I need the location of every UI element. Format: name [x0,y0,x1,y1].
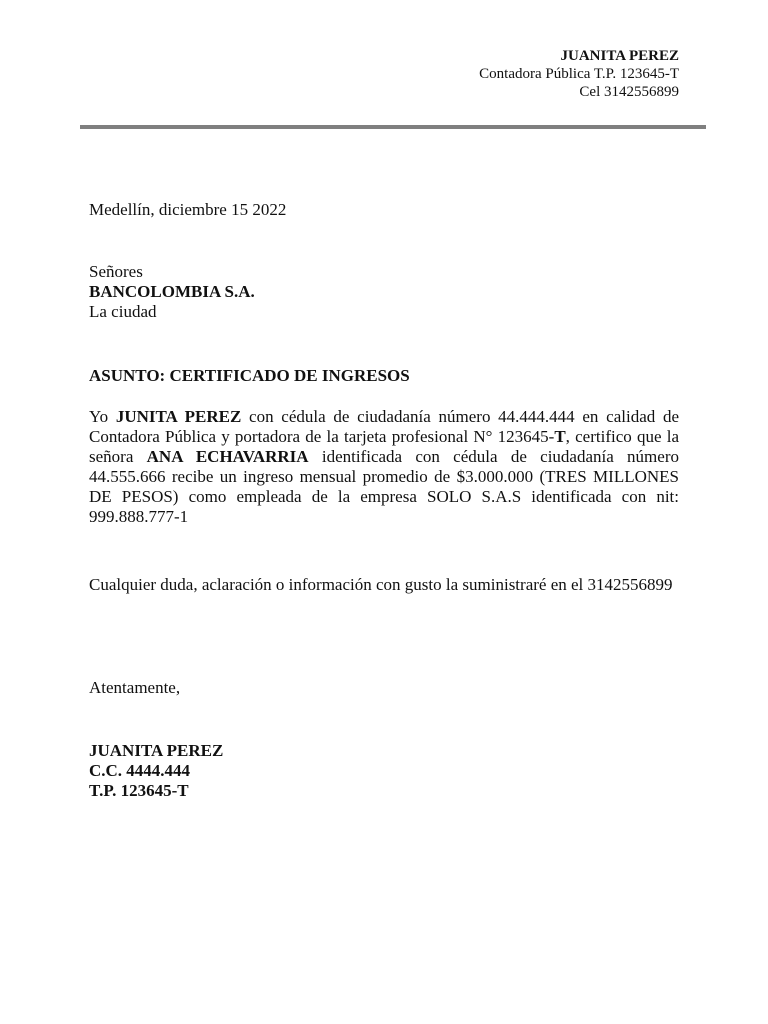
recipient-city: La ciudad [89,302,157,321]
recipient-company: BANCOLOMBIA S.A. [89,282,255,301]
para1-tp-suffix: T [554,427,566,446]
para1-text-1: Yo [89,407,116,426]
subject-line: ASUNTO: CERTIFICADO DE INGRESOS [89,366,410,385]
recipient-salutation: Señores [89,262,143,281]
para1-employee-name: ANA ECHAVARRIA [146,447,309,466]
closing-line: Atentamente, [89,678,181,697]
letterhead-name: JUANITA PEREZ [560,48,679,64]
date-line: Medellín, diciembre 15 2022 [89,200,287,219]
para1-certifier-name: JUNITA PEREZ [115,407,242,426]
para1-text-4: identificada con cédula de ciudadanía número 44.555.666 recibe un ingreso mensual promedio de $3.000.000 (TRES MILLONES DE PESOS) como empleada de la empresa SOLO S.A.S identificada con nit: 999.888.777-1 [89,447,679,526]
signature-name: JUANITA PEREZ [89,741,224,760]
letterhead-title: Contadora Pública T.P. 123645-T [479,66,679,82]
signature-block [89,741,679,801]
letterhead [479,47,679,101]
recipient-block [89,262,679,322]
para1-text-3: , certifico que la señora [89,427,679,466]
letterhead-phone: Cel 3142556899 [579,84,679,100]
certification-paragraph [89,407,679,527]
contact-paragraph: Cualquier duda, aclaración o información con gusto la suministraré en el 3142556899 [89,575,673,594]
header-divider [80,125,706,129]
signature-id: C.C. 4444.444 [89,761,191,780]
signature-tp: T.P. 123645-T [89,781,189,800]
para1-text-2: con cédula de ciudadanía número 44.444.444 en calidad de Contadora Pública y portadora de la tarjeta profesional N° 123645- [89,407,680,446]
